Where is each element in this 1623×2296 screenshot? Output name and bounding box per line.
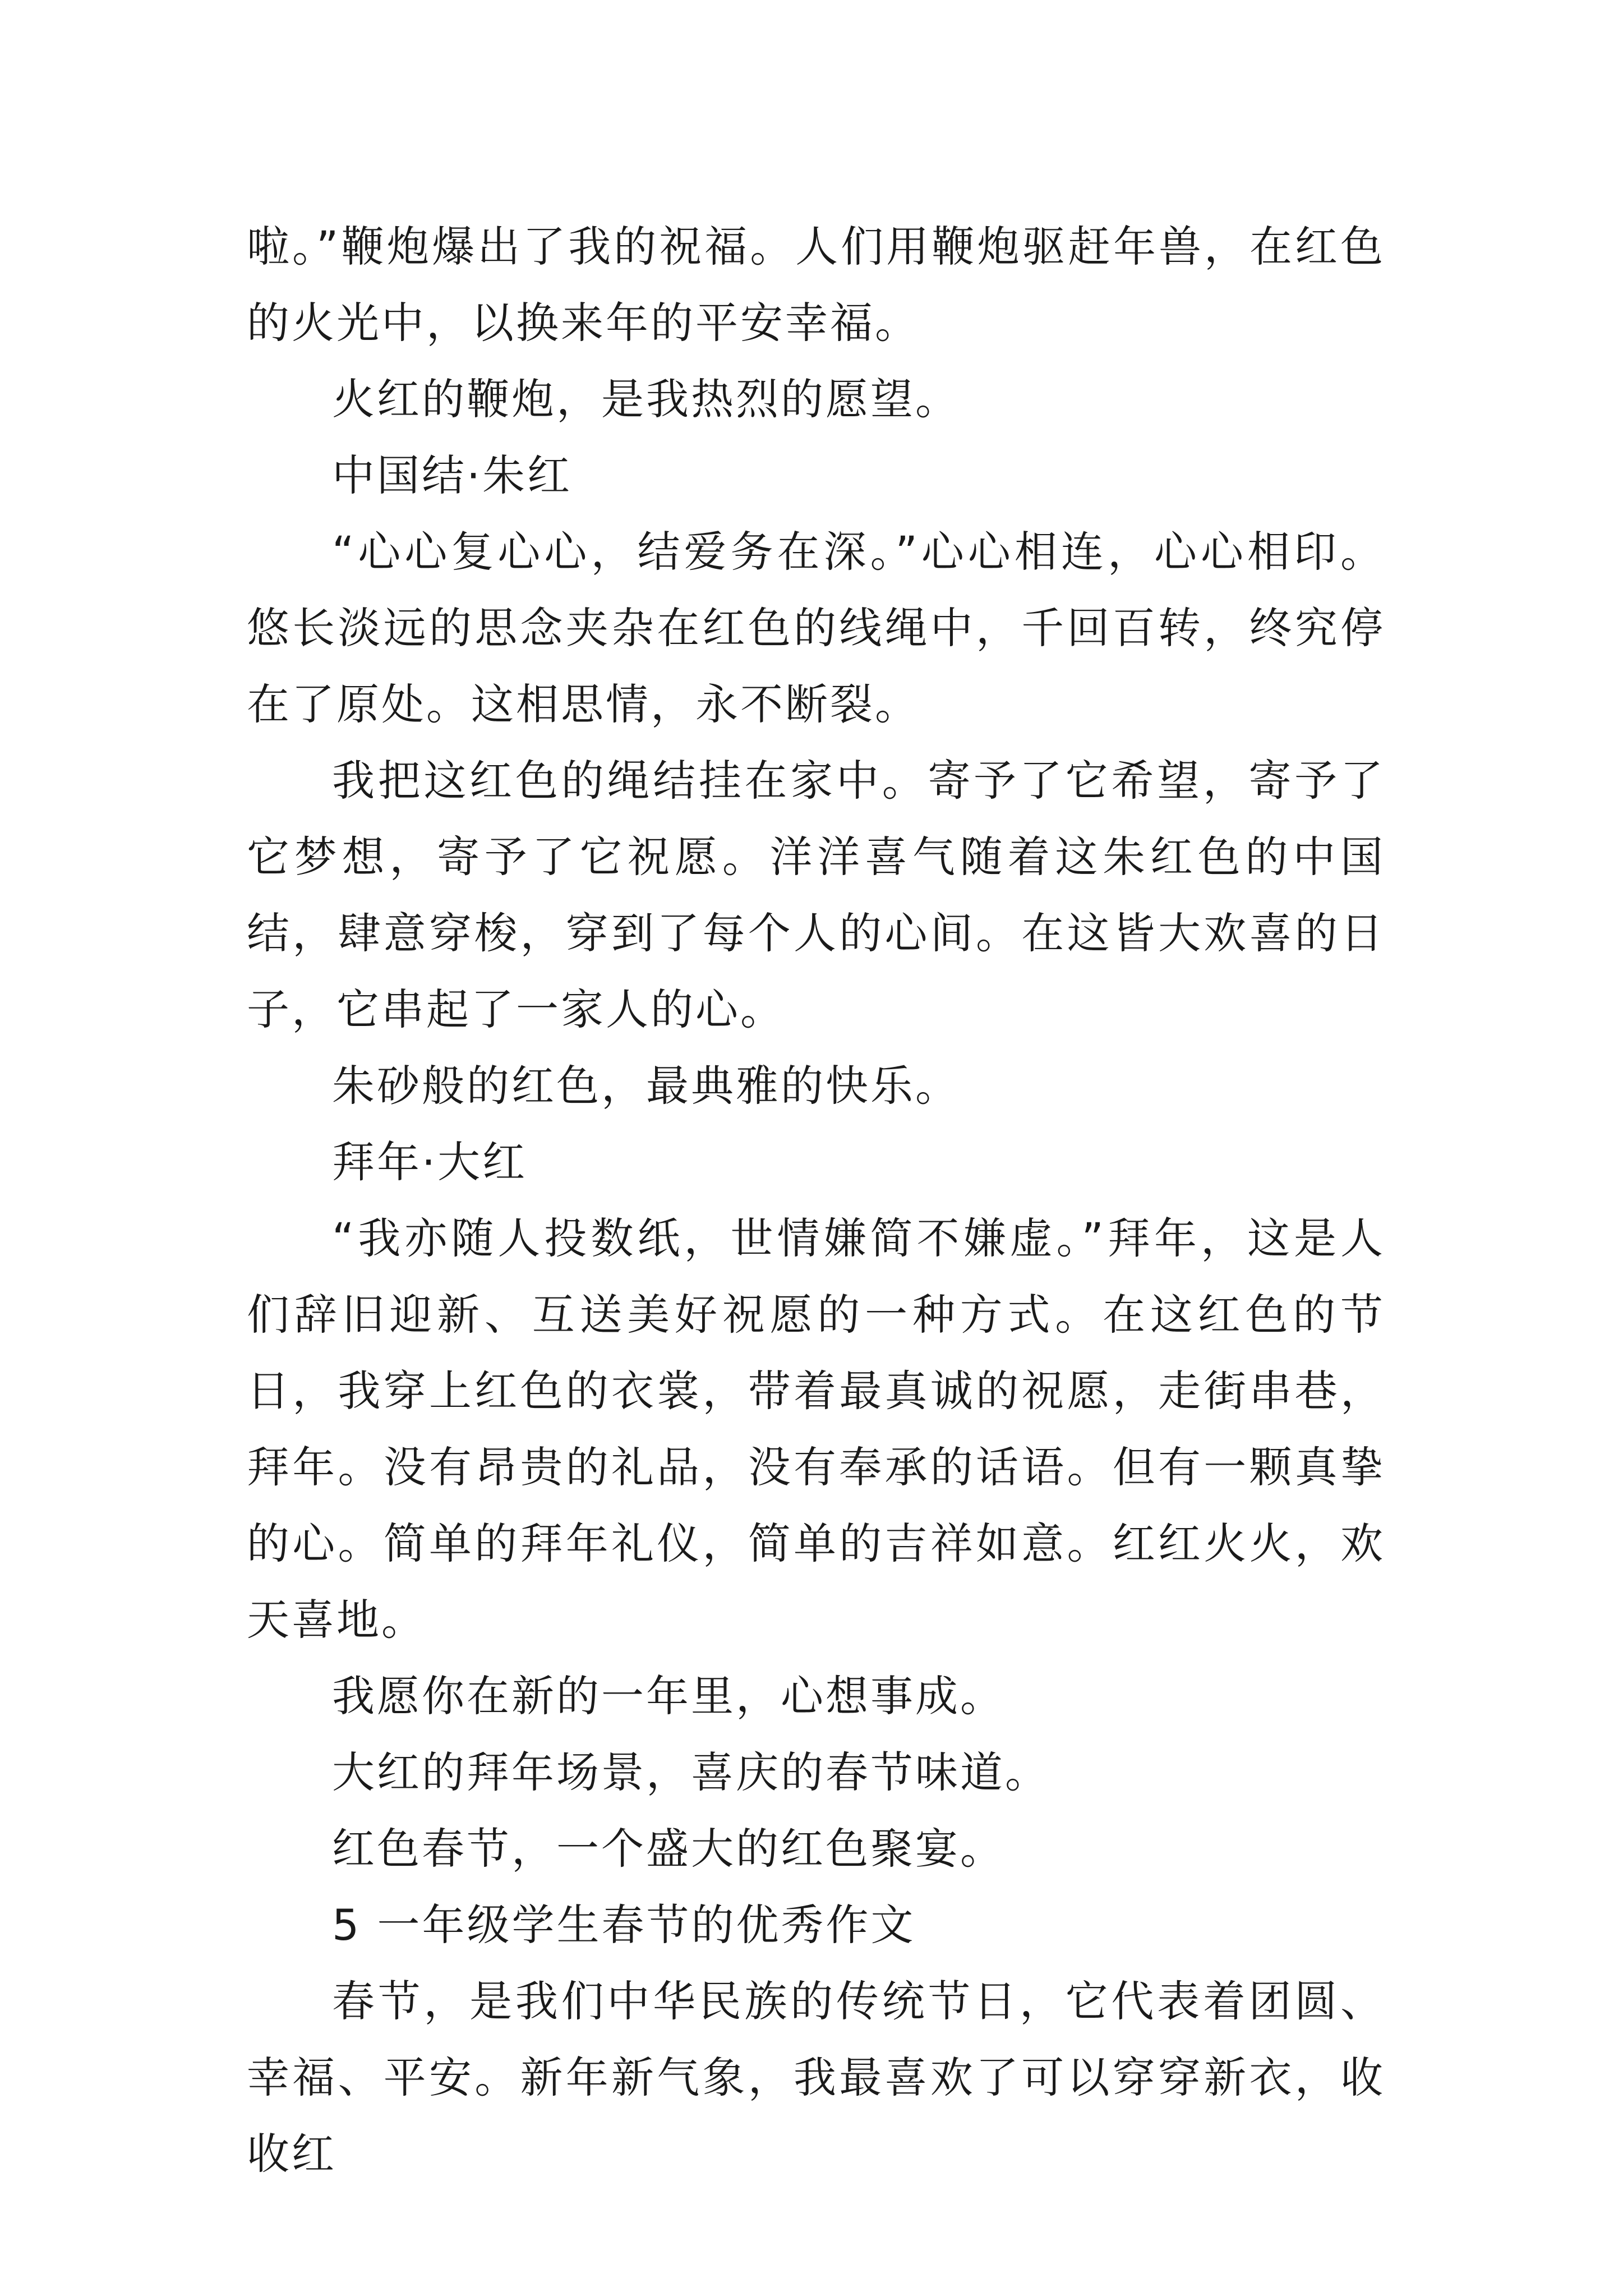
paragraph-1: 啦。”鞭炮爆出了我的祝福。人们用鞭炮驱赶年兽，在红色的火光中，以换来年的平安幸福。	[247, 222, 1385, 348]
section-heading-new-year-greeting: 拜年·大红	[332, 1137, 528, 1187]
paragraph-6: 朱砂般的红色，最典雅的快乐。	[332, 1061, 960, 1111]
paragraph-2: 火红的鞭炮，是我热烈的愿望。	[332, 374, 960, 424]
essay-title: 5 一年级学生春节的优秀作文	[332, 1900, 916, 1950]
paragraph-4: “心心复心心，结爱务在深。”心心相连，心心相印。悠长淡远的思念夹杂在红色的线绳中，千回百转，终究停在了原处。这相思情，永不断裂。	[247, 527, 1385, 729]
paragraph-10: 大红的拜年场景，喜庆的春节味道。	[332, 1747, 1050, 1797]
paragraph-9: 我愿你在新的一年里，心想事成。	[332, 1671, 1005, 1721]
paragraph-8: “我亦随人投数纸，世情嫌简不嫌虚。”拜年，这是人们辞旧迎新、互送美好祝愿的一种方式。在这红色的节日，我穿上红色的衣裳，带着最真诚的祝愿，走街串巷，拜年。没有昂贵的礼品，没有奉承的话语。但有一颗真挚的心。简单的拜年礼仪，简单的吉祥如意。红红火火，欢天喜地。	[247, 1213, 1385, 1645]
document-page	[247, 209, 1385, 2192]
paragraph-13: 春节，是我们中华民族的传统节日，它代表着团圆、幸福、平安。新年新气象，我最喜欢了可以穿穿新衣，收收红	[247, 1976, 1385, 2179]
section-heading-chinese-knot: 中国结·朱红	[332, 450, 573, 500]
paragraph-5: 我把这红色的绳结挂在家中。寄予了它希望，寄予了它梦想，寄予了它祝愿。洋洋喜气随着这朱红色的中国结，肆意穿梭，穿到了每个人的心间。在这皆大欢喜的日子，它串起了一家人的心。	[247, 756, 1385, 1034]
paragraph-11: 红色春节，一个盛大的红色聚宴。	[332, 1824, 1005, 1874]
